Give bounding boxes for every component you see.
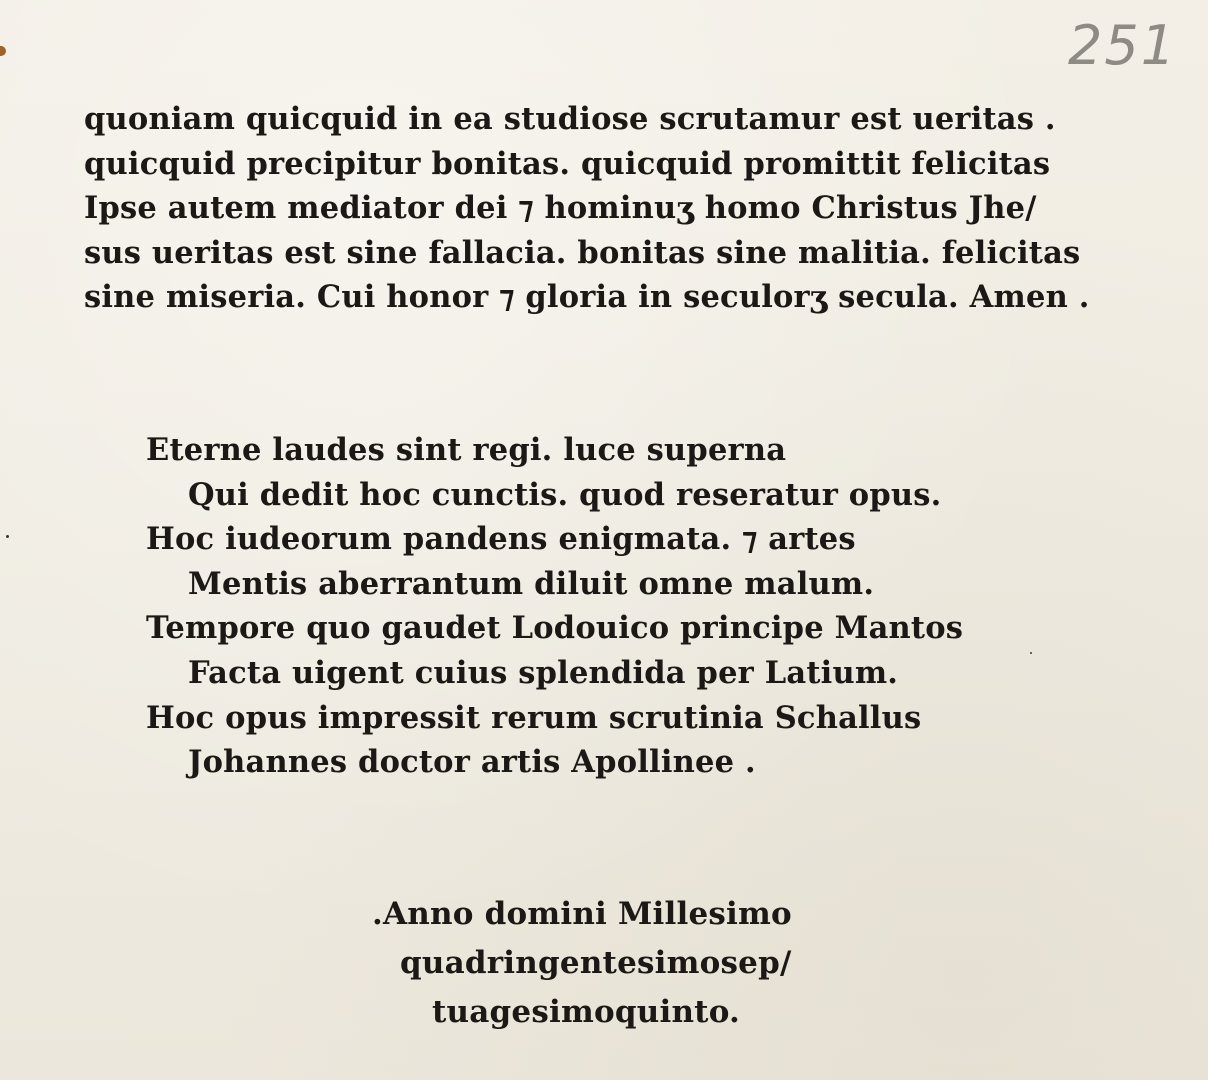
paper-speck [1030, 652, 1032, 654]
verse-line: Eterne laudes sint regi. luce superna [146, 432, 787, 468]
verse-line: Qui dedit hoc cunctis. quod reseratur opus. [188, 476, 942, 513]
colophon-line: tuagesimoquinto. [432, 994, 741, 1030]
page-edge-stain [0, 46, 6, 56]
verse-line: Tempore quo gaudet Lodouico principe Mantos [146, 610, 964, 647]
text-line: sine miseria. Cui honor ⁊ gloria in seculorʒ secula. Amen . [84, 279, 1090, 316]
verse-poem [146, 428, 963, 785]
prose-paragraph [84, 97, 1090, 320]
paper-speck [6, 535, 9, 538]
verse-line: Hoc opus impressit rerum scrutinia Schallus [146, 699, 922, 736]
colophon-line: .Anno domini Millesimo [372, 896, 792, 932]
text-line: quicquid precipitur bonitas. quicquid promittit felicitas [84, 145, 1051, 182]
text-line: sus ueritas est sine fallacia. bonitas sine malitia. felicitas [84, 234, 1081, 271]
verse-line: Facta uigent cuius splendida per Latium. [188, 654, 899, 691]
colophon [372, 890, 792, 1037]
colophon-line: quadringentesimosep/ [400, 945, 792, 981]
verse-line: Mentis aberrantum diluit omne malum. [188, 565, 875, 602]
verse-line: Johannes doctor artis Apollinee . [188, 744, 756, 781]
text-line: quoniam quicquid in ea studiose scrutamur est ueritas . [84, 101, 1056, 137]
verse-line: Hoc iudeorum pandens enigmata. ⁊ artes [146, 521, 856, 558]
text-line: Ipse autem mediator dei ⁊ hominuʒ homo Christus Jhe/ [84, 190, 1037, 227]
folio-number: 251 [1068, 14, 1178, 77]
